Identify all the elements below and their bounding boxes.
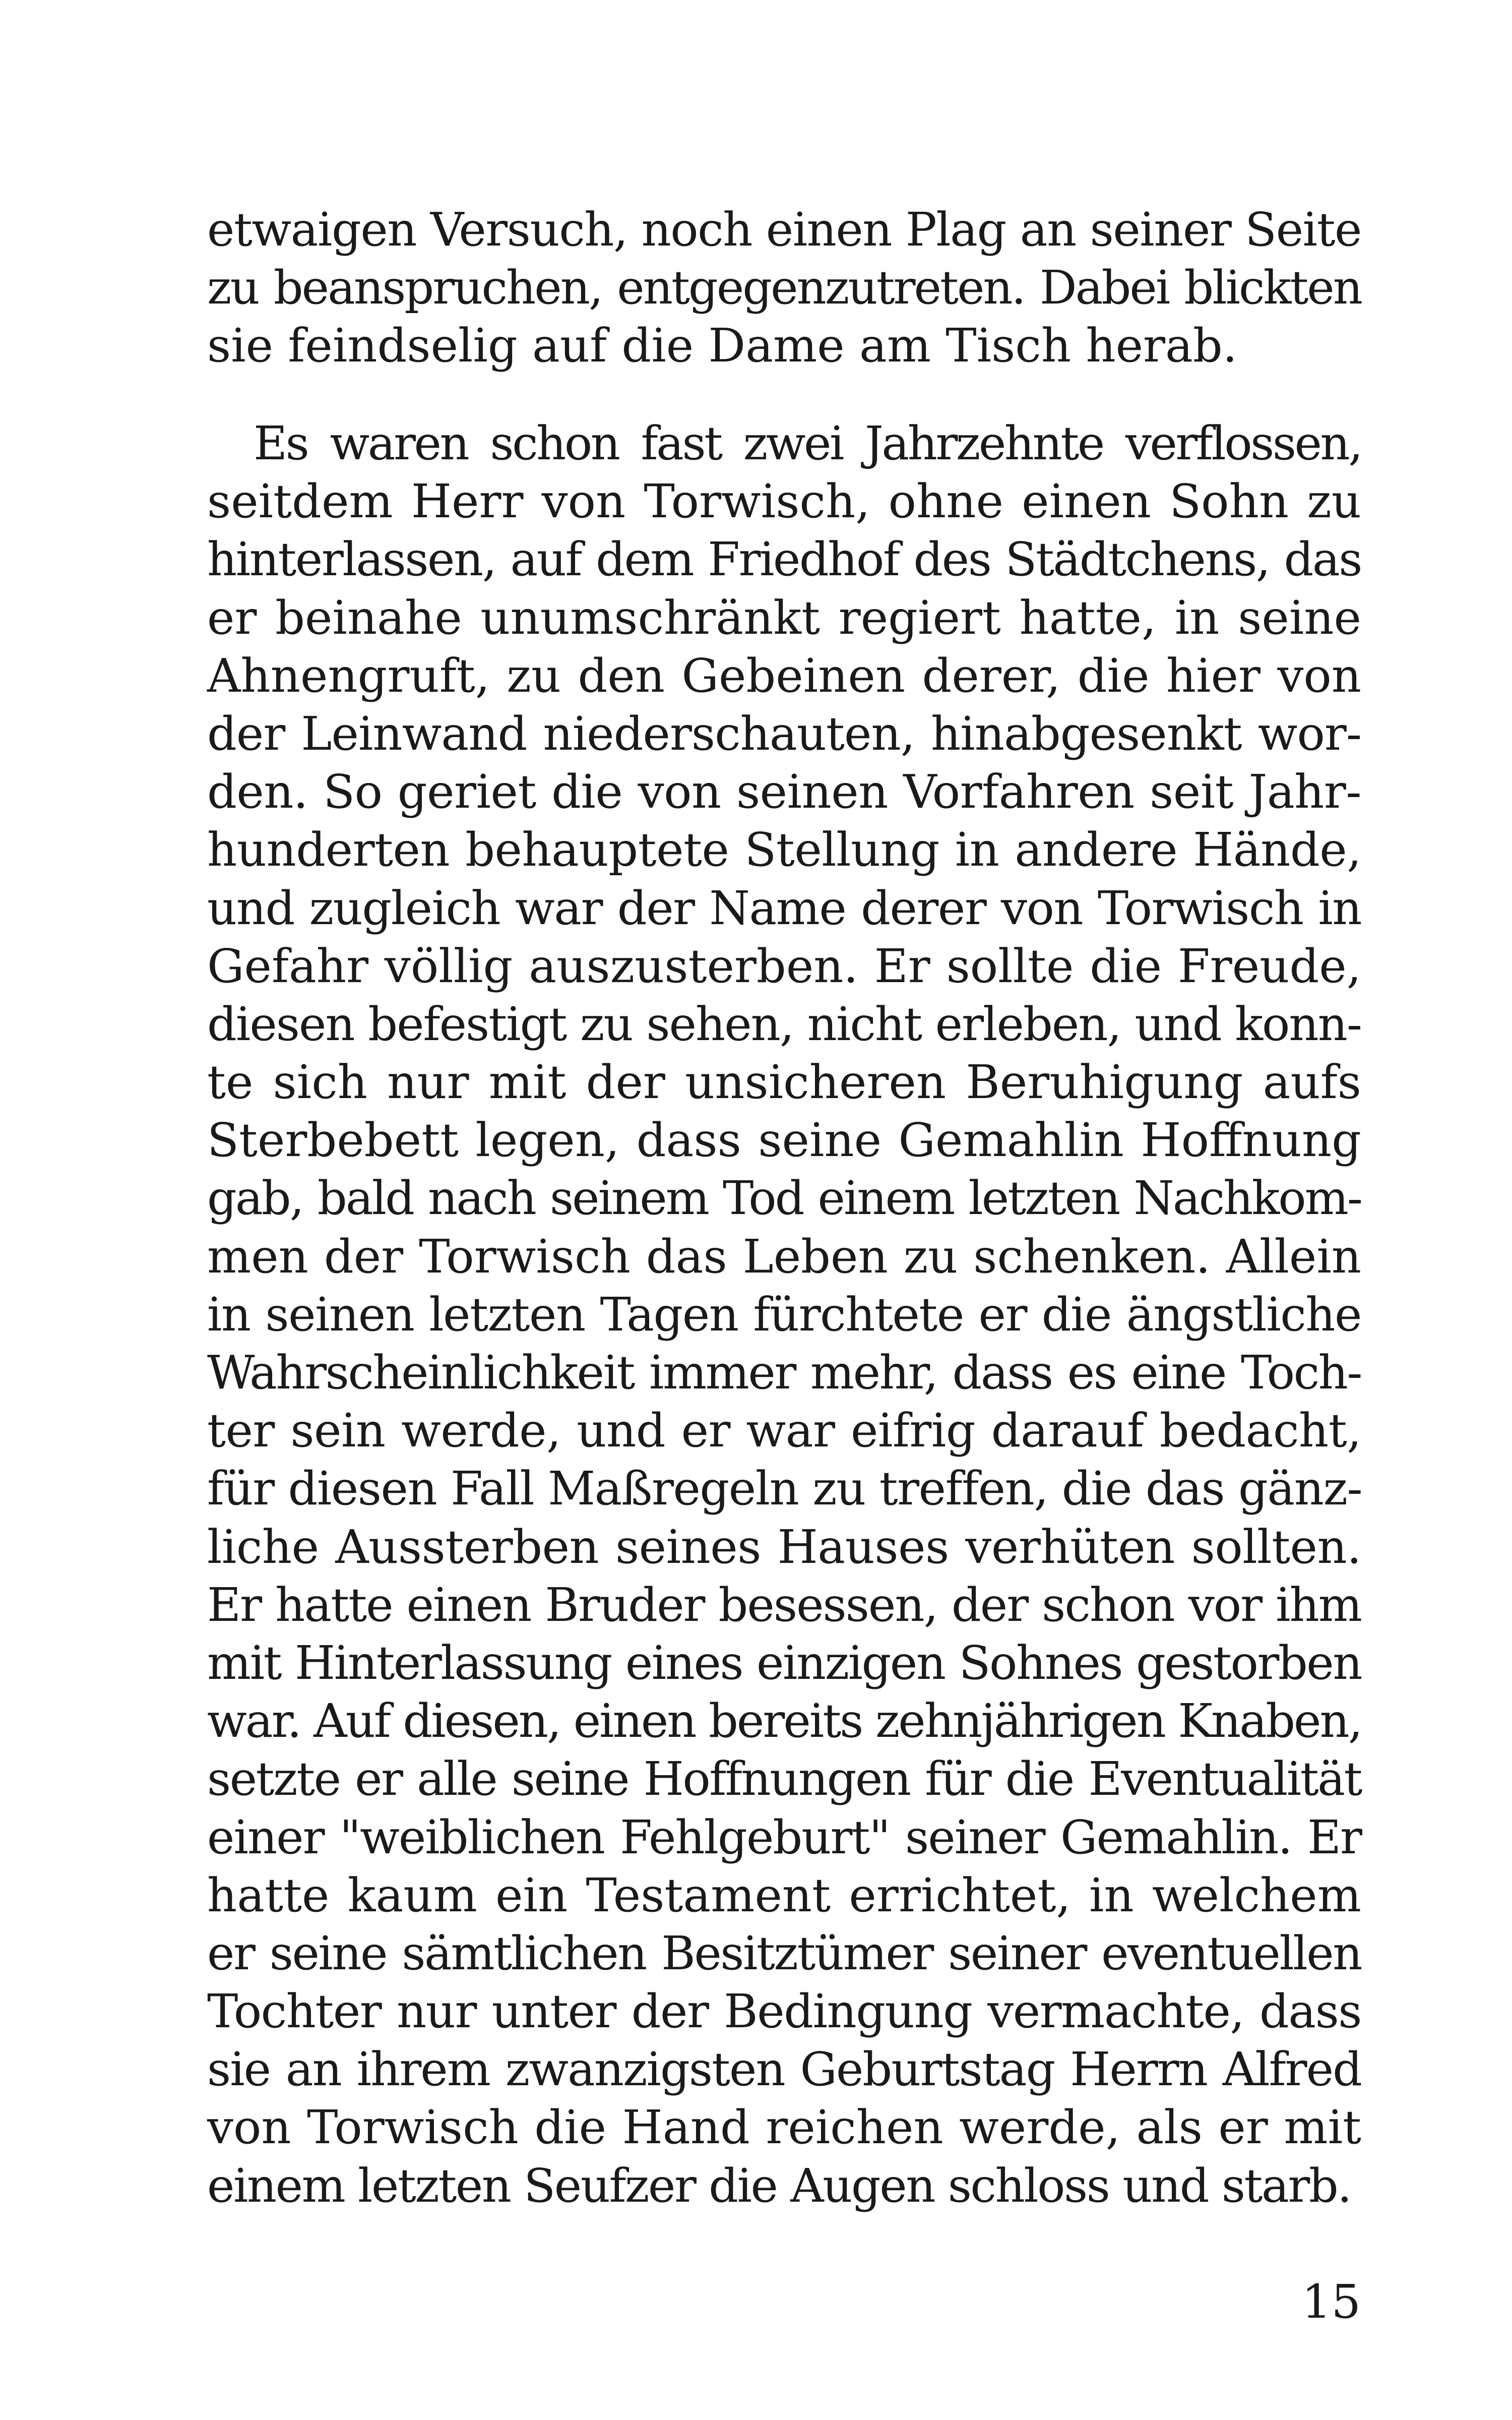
- text-line: hinterlassen, auf dem Friedhof des Städtchens, das: [207, 532, 1361, 587]
- paragraph-1: [207, 201, 1361, 375]
- text-line: Wahrscheinlichkeit immer mehr, dass es eine Toch-: [207, 1346, 1361, 1400]
- text-line: und zugleich war der Name derer von Torwisch in: [207, 881, 1361, 935]
- text-line: einer "weiblichen Fehlgeburt" seiner Gemahlin. Er: [207, 1810, 1361, 1864]
- text-line: zu beanspruchen, entgegenzutreten. Dabei blickten: [207, 261, 1361, 315]
- text-line: sie an ihrem zwanzigsten Geburtstag Herrn Alfred: [207, 2042, 1361, 2097]
- text-line: Er hatte einen Bruder besessen, der schon vor ihm: [207, 1578, 1361, 1632]
- text-line: ter sein werde, und er war eifrig darauf bedacht,: [207, 1404, 1361, 1458]
- text-line: men der Torwisch das Leben zu schenken. Allein: [207, 1229, 1361, 1284]
- text-line: den. So geriet die von seinen Vorfahren seit Jahr-: [207, 765, 1361, 819]
- text-line: sie feindselig auf die Dame am Tisch herab.: [207, 319, 1237, 373]
- text-line: war. Auf diesen, einen bereits zehnjährigen Knaben,: [207, 1694, 1361, 1748]
- text-line: Tochter nur unter der Bedingung vermachte, dass: [207, 1984, 1361, 2039]
- text-line: Gefahr völlig auszusterben. Er sollte die Freude,: [207, 939, 1361, 993]
- text-line: Ahnengruft, zu den Gebeinen derer, die hier von: [207, 648, 1361, 703]
- text-line: diesen befestigt zu sehen, nicht erleben, und konn-: [207, 997, 1361, 1051]
- text-line: gab, bald nach seinem Tod einem letzten Nachkom-: [207, 1171, 1361, 1226]
- text-line: seitdem Herr von Torwisch, ohne einen Sohn zu: [207, 474, 1361, 529]
- text-line: liche Aussterben seines Hauses verhüten sollten.: [207, 1520, 1361, 1574]
- text-line: hatte kaum ein Testament errichtet, in welchem: [207, 1868, 1361, 1922]
- text-line: der Leinwand niederschauten, hinabgesenkt wor-: [207, 706, 1361, 761]
- page-number: 15: [1301, 2275, 1361, 2329]
- text-line: er beinahe unumschränkt regiert hatte, in seine: [207, 590, 1361, 645]
- text-line: von Torwisch die Hand reichen werde, als er mit: [207, 2100, 1361, 2155]
- text-line: Sterbebett legen, dass seine Gemahlin Hoffnung: [207, 1113, 1361, 1168]
- text-line: für diesen Fall Maßregeln zu treffen, die das gänz-: [207, 1462, 1362, 1516]
- text-line: mit Hinterlassung eines einzigen Sohnes gestorben: [207, 1636, 1361, 1690]
- paragraph-2: [207, 414, 1361, 2215]
- text-line: Es waren schon fast zwei Jahrzehnte verflossen,: [254, 416, 1361, 470]
- text-line: te sich nur mit der unsicheren Beruhigung aufs: [207, 1055, 1361, 1110]
- text-line: in seinen letzten Tagen fürchtete er die ängstliche: [207, 1287, 1361, 1342]
- text-line: er seine sämtlichen Besitztümer seiner eventuellen: [207, 1926, 1361, 1980]
- text-line: einem letzten Seufzer die Augen schloss und starb.: [207, 2158, 1351, 2213]
- text-line: etwaigen Versuch, noch einen Plag an seiner Seite: [207, 203, 1361, 257]
- text-line: hunderten behauptete Stellung in andere Hände,: [207, 823, 1361, 877]
- text-line: setzte er alle seine Hoffnungen für die Eventualität: [207, 1752, 1361, 1806]
